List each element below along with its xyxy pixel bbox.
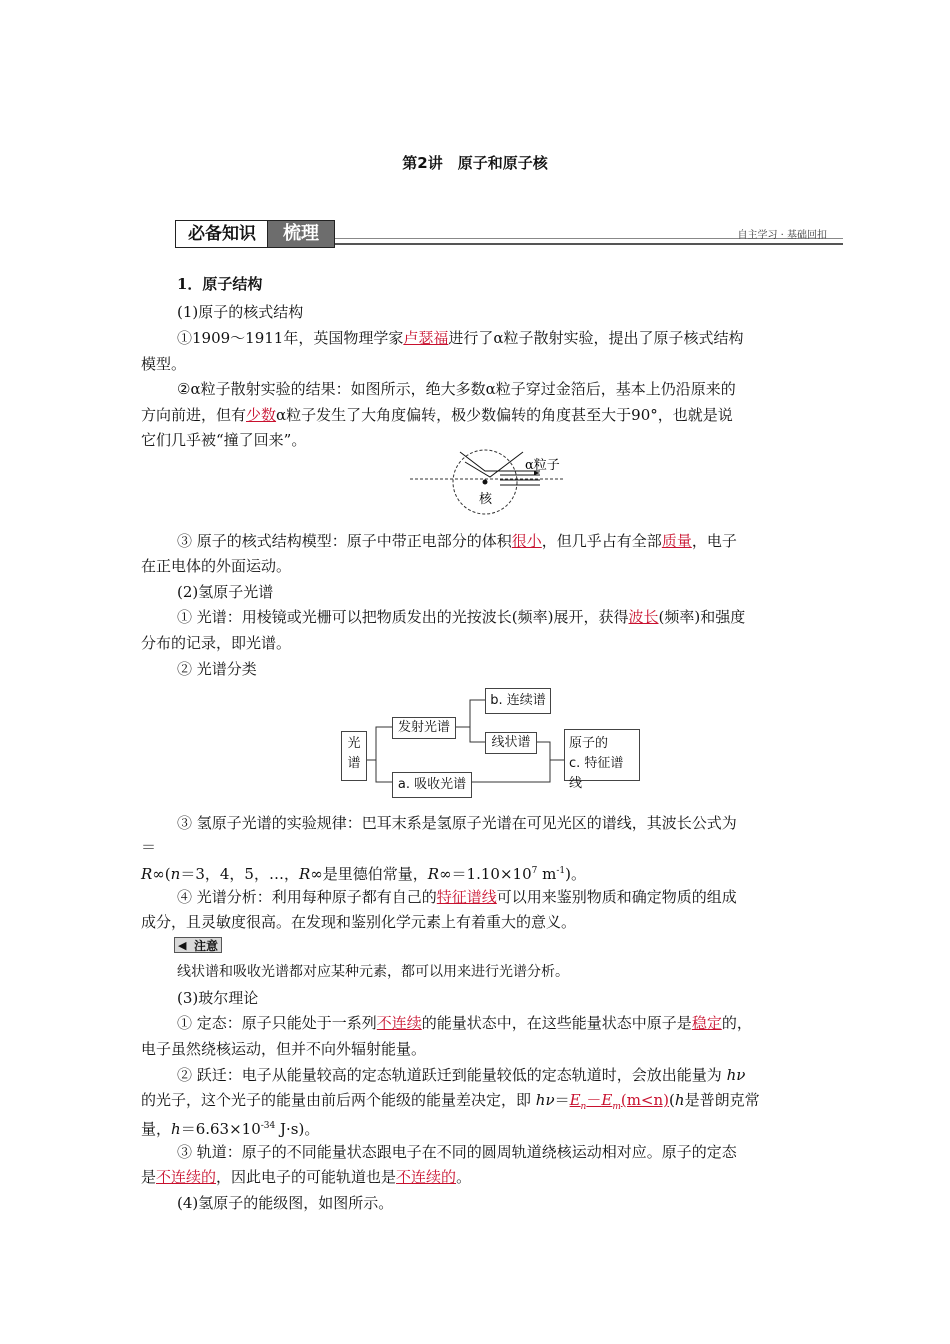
superscript: -34	[260, 1121, 276, 1131]
answer-discontinuous: 不连续	[376, 1014, 422, 1032]
text: R	[298, 865, 311, 883]
subheading-bohr-theory: (3)玻尔理论	[177, 989, 259, 1007]
banner-rule	[335, 243, 843, 245]
paragraph-line: ＝	[141, 838, 157, 856]
subscript: n	[580, 1102, 587, 1112]
note-badge	[174, 937, 222, 953]
note-label: 注意	[193, 939, 218, 953]
paragraph-line: 模型。	[141, 355, 187, 373]
paragraph-line	[177, 887, 737, 907]
alpha-label: α粒子	[525, 458, 560, 473]
text: )。	[565, 865, 586, 883]
text: ① 定态：原子只能处于一系列	[177, 1014, 377, 1032]
paragraph-line: 分布的记录，即光谱。	[141, 634, 292, 652]
backscattered-ray	[465, 452, 523, 477]
paragraph-line: ③ 氢原子光谱的实验规律：巴耳末系是氢原子光谱在可见光区的谱线，其波长公式为	[177, 814, 737, 832]
answer-discontinuous-states: 不连续的	[156, 1168, 217, 1186]
text: 的光子，这个光子的能量由前后两个能级的能量差决定，即	[141, 1091, 532, 1109]
paragraph-line	[177, 1065, 745, 1085]
box-text: c. 特征谱线	[569, 756, 624, 791]
paragraph-line	[141, 1116, 319, 1139]
subscript: m	[612, 1102, 621, 1112]
answer-energy-difference	[569, 1091, 670, 1112]
text: 。	[456, 1168, 472, 1186]
text: (m<n)	[620, 1091, 670, 1109]
connector	[470, 727, 485, 742]
paragraph-line	[177, 531, 737, 551]
text: E	[601, 1091, 613, 1109]
text: n	[170, 865, 181, 883]
text: 的能量状态中，在这些能量状态中原子是	[421, 1014, 692, 1032]
text: ③ 原子的核式结构模型：原子中带正电部分的体积	[177, 532, 512, 550]
paragraph-line	[141, 1167, 471, 1187]
text: ∞是里德伯常量，	[310, 865, 428, 883]
box-text: 原子的	[569, 736, 609, 751]
box-line-spectrum: 线状谱	[485, 732, 537, 754]
box-continuous: b. 连续谱	[485, 688, 551, 714]
connector	[456, 700, 485, 727]
banner-subtitle: 自主学习 · 基础回扣	[737, 230, 827, 241]
section-banner	[175, 216, 843, 250]
answer-characteristic-lines: 特征谱线	[436, 888, 497, 906]
paragraph-line	[141, 1090, 760, 1117]
answer-mass: 质量	[661, 532, 692, 550]
paragraph-line	[141, 861, 586, 884]
answer-rutherford: 卢瑟福	[403, 329, 449, 347]
connector	[472, 760, 550, 782]
text: 是普朗克常	[684, 1091, 760, 1109]
subheading-energy-levels: (4)氢原子的能级图，如图所示。	[177, 1194, 394, 1212]
answer-wavelength: 波长	[628, 608, 659, 626]
banner-right: 梳理	[267, 220, 335, 248]
subheading-nuclear-structure: (1)原子的核式结构	[177, 303, 304, 321]
subheading-hydrogen-spectrum: (2)氢原子光谱	[177, 583, 274, 601]
text: ② 跃迁：电子从能量较高的定态轨道跃迁到能量较低的定态轨道时，会放出能量为	[177, 1066, 722, 1084]
text: ＝	[554, 1091, 570, 1109]
superscript: 7	[531, 866, 538, 876]
answer-few: 少数	[246, 406, 277, 424]
box-absorption: a. 吸收光谱	[392, 772, 472, 798]
text: R	[427, 865, 440, 883]
text: h	[171, 1120, 181, 1138]
paragraph-line: ③ 轨道：原子的不同能量状态跟电子在不同的圆周轨道绕核运动相对应。原子的定态	[177, 1143, 737, 1161]
speaker-icon: ◀	[178, 939, 187, 952]
text: ∞(	[152, 865, 171, 883]
paragraph-line: 在正电体的外面运动。	[141, 557, 292, 575]
text: 是	[141, 1168, 157, 1186]
text: E	[569, 1091, 581, 1109]
text: hν	[726, 1066, 746, 1084]
paragraph-line: ②α粒子散射实验的结果：如图所示，绝大多数α粒子穿过金箔后，基本上仍沿原来的	[177, 380, 736, 398]
text: 可以用来鉴别物质和确定物质的组成	[496, 888, 737, 906]
text: m	[537, 865, 557, 883]
lesson-title: 第2讲 原子和原子核	[402, 154, 548, 172]
text: hν	[535, 1091, 555, 1109]
paragraph-line	[177, 328, 744, 348]
paragraph-line: 成分，且灵敏度很高。在发现和鉴别化学元素上有着重大的意义。	[141, 913, 577, 931]
paragraph-line	[177, 1013, 752, 1033]
text: ①1909～1911年，英国物理学家	[177, 329, 404, 347]
answer-stable: 稳定	[691, 1014, 722, 1032]
connector	[376, 760, 392, 782]
text: 的，	[721, 1014, 752, 1032]
alpha-scattering-figure	[405, 447, 570, 522]
text: 量，	[141, 1120, 172, 1138]
text: ① 光谱：用棱镜或光栅可以把物质发出的光按波长(频率)展开，获得	[177, 608, 629, 626]
superscript: -1	[556, 866, 566, 876]
text: 进行了α粒子散射实验，提出了原子核式结构	[448, 329, 744, 347]
banner-left: 必备知识	[175, 220, 269, 248]
answer-discontinuous-orbits: 不连续的	[396, 1168, 457, 1186]
note-text: 线状谱和吸收光谱都对应某种元素，都可以用来进行光谱分析。	[177, 964, 569, 980]
box-spectrum	[341, 731, 367, 781]
connector	[536, 742, 564, 760]
nucleus-dot	[483, 480, 488, 485]
text: ，因此电子的可能轨道也是	[216, 1168, 397, 1186]
text: ，但几乎占有全部	[541, 532, 662, 550]
paragraph-line: 电子虽然绕核运动，但并不向外辐射能量。	[141, 1040, 427, 1058]
text: ④ 光谱分析：利用每种原子都有自己的	[177, 888, 437, 906]
box-text: 光	[347, 736, 361, 751]
paragraph-line: 它们几乎被“撞了回来”。	[141, 431, 307, 449]
paragraph-line	[141, 405, 733, 425]
text: ＝6.63×10	[180, 1120, 261, 1138]
connector	[366, 727, 392, 760]
text: 方向前进，但有	[141, 406, 247, 424]
box-characteristic	[564, 729, 640, 791]
paragraph-line	[177, 607, 745, 627]
text: －	[586, 1091, 602, 1109]
box-emission: 发射光谱	[392, 717, 456, 739]
answer-small: 很小	[511, 532, 542, 550]
text: (	[669, 1091, 675, 1109]
nucleus-label: 核	[479, 492, 493, 507]
text: J·s)。	[275, 1120, 320, 1138]
text: (频率)和强度	[658, 608, 746, 626]
text: h	[674, 1091, 685, 1109]
text: ∞＝1.10×10	[439, 865, 532, 883]
text: α粒子发生了大角度偏转，极少数偏转的角度甚至大于90°，也就是说	[276, 406, 733, 424]
text: R	[141, 865, 153, 883]
paragraph-line: ② 光谱分类	[177, 660, 257, 678]
heading-atomic-structure: 1．原子结构	[177, 275, 263, 293]
box-text: 谱	[347, 756, 361, 771]
text: ，电子	[691, 532, 737, 550]
text: ＝3，4，5，…，	[180, 865, 299, 883]
